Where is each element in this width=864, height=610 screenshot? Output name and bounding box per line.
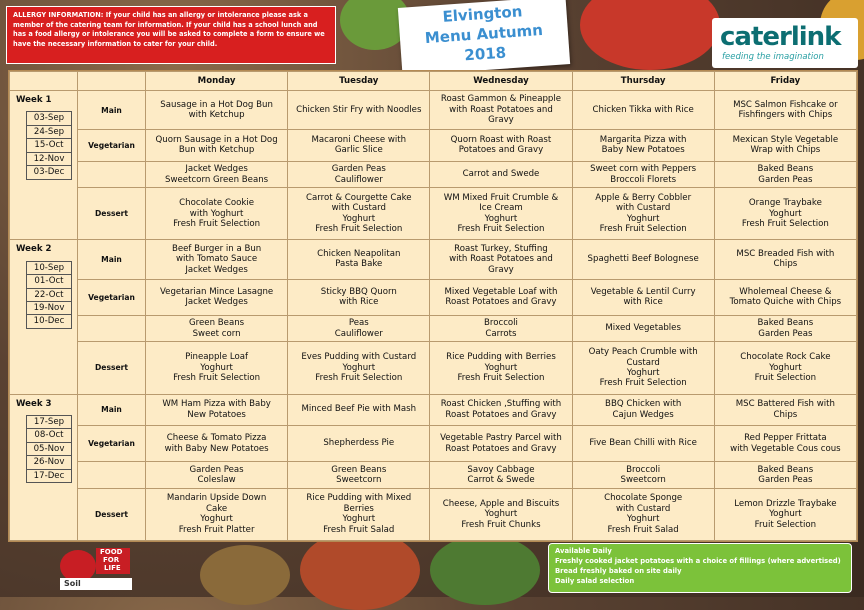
menu-item-text: Wrap with Chips (750, 145, 821, 156)
week-date: 17-Sep (26, 415, 72, 428)
menu-item-text: Cheese, Apple and Biscuits (442, 498, 560, 509)
menu-item-text: Garden Peas (189, 464, 244, 475)
menu-cell (714, 394, 856, 425)
menu-item-text: Jacket Wedges (185, 164, 248, 175)
menu-item-text: with Rice (623, 297, 663, 308)
menu-item-text: Jacket Wedges (185, 264, 248, 275)
menu-item-text: Fresh Fruit Salad (607, 524, 679, 535)
menu-item-text: Roast Potatoes and Gravy (445, 297, 557, 308)
menu-item-text: Sausage in a Hot Dog Bun (160, 99, 273, 110)
menu-cell (430, 394, 572, 425)
menu-item-text: with Baby New Potatoes (164, 443, 269, 454)
menu-item-text: Roast Potatoes and Gravy (445, 409, 557, 420)
menu-item-text: Gravy (488, 264, 514, 275)
menu-item-text: Green Beans (331, 464, 387, 475)
logo-tagline: feeding the imagination (722, 52, 824, 62)
menu-item-text: Cauliflower (334, 174, 383, 185)
available-line: Available Daily (555, 547, 612, 555)
menu-item-text: Fresh Fruit Selection (173, 373, 261, 384)
menu-item-text: Roast Chicken ,Stuffing with (440, 399, 562, 410)
menu-cell (146, 394, 288, 425)
menu-cell (572, 240, 714, 279)
week-date: 15-Oct (26, 138, 72, 151)
menu-item-text: with Ketchup (188, 110, 245, 121)
menu-cell (572, 462, 714, 489)
menu-row (10, 130, 857, 161)
menu-cell (430, 91, 572, 130)
menu-item-text: Yoghurt (626, 367, 660, 378)
menu-title-card (398, 0, 570, 76)
category-label: Dessert (78, 188, 146, 240)
week-date: 24-Sep (26, 125, 72, 138)
menu-cell (714, 188, 856, 240)
food-for-life-label: LIFE (104, 564, 121, 572)
food-for-life-label: FOOD (100, 548, 123, 556)
menu-item-text: Roast Turkey, Stuffing (454, 243, 548, 254)
day-header-tuesday: Tuesday (288, 72, 430, 91)
menu-item-text: Jacket Wedges (185, 297, 248, 308)
menu-cell (430, 161, 572, 188)
week-date: 17-Dec (26, 469, 72, 483)
menu-item-text: Baked Beans (757, 464, 814, 475)
menu-cell (288, 488, 430, 540)
menu-item-text: Yoghurt (342, 362, 376, 373)
menu-cell (288, 91, 430, 130)
title-line: Menu Autumn (424, 20, 544, 48)
background-vegetable (200, 545, 290, 605)
week-label: Week 3 (16, 398, 52, 409)
menu-row (10, 394, 857, 425)
menu-cell (714, 130, 856, 161)
menu-item-text: Chicken Stir Fry with Noodles (296, 104, 422, 115)
food-for-life-logo (56, 542, 136, 592)
menu-item-text: Rice Pudding with Mixed (306, 493, 412, 504)
week-date: 03-Dec (26, 165, 72, 179)
menu-item-text: Five Bean Chilli with Rice (589, 438, 697, 449)
menu-item-text: with Vegetable Cous cous (730, 443, 841, 454)
category-label: Dessert (78, 342, 146, 394)
menu-item-text: Broccoli (483, 318, 518, 329)
menu-item-text: Yoghurt (342, 213, 376, 224)
menu-item-text: Macaroni Cheese with (311, 135, 407, 145)
menu-item-text: Mexican Style Vegetable (732, 135, 839, 145)
menu-item-text: Fresh Fruit Selection (599, 224, 687, 235)
menu-item-text: Carrot and Swede (462, 169, 540, 180)
menu-item-text: Lemon Drizzle Traybake (734, 498, 837, 509)
menu-item-text: Savoy Cabbage (467, 464, 535, 475)
day-header-wednesday: Wednesday (430, 72, 572, 91)
menu-item-text: Sweetcorn Green Beans (165, 174, 269, 185)
menu-item-text: with Tomato Sauce (176, 254, 258, 265)
category-label: Dessert (78, 488, 146, 540)
week-cell (10, 91, 78, 240)
menu-row (10, 342, 857, 394)
menu-item-text: Yoghurt (769, 509, 802, 520)
menu-cell (288, 240, 430, 279)
menu-cell (430, 342, 572, 394)
menu-item-text: Yoghurt (769, 362, 802, 373)
food-for-life-label: FOR (103, 556, 120, 564)
title-line: 2018 (463, 43, 507, 65)
menu-item-text: Fresh Fruit Selection (457, 373, 545, 384)
menu-item-text: Fresh Fruit Platter (178, 524, 255, 535)
menu-item-text: Yoghurt (484, 509, 518, 520)
menu-item-text: Yoghurt (484, 362, 518, 373)
menu-item-text: MSC Breaded Fish with (736, 248, 835, 259)
menu-cell (714, 240, 856, 279)
menu-cell (430, 188, 572, 240)
menu-cell (572, 425, 714, 461)
week-date: 12-Nov (26, 152, 72, 165)
menu-item-text: Sweetcorn (620, 475, 666, 486)
menu-item-text: Chocolate Rock Cake (740, 352, 831, 363)
menu-cell (146, 188, 288, 240)
soil-association-label: Soil (64, 579, 81, 588)
menu-item-text: Sweet corn with Peppers (590, 164, 697, 175)
menu-cell (572, 342, 714, 394)
menu-item-text: Pineapple Loaf (185, 352, 249, 363)
menu-cell (572, 488, 714, 540)
menu-row (10, 91, 857, 130)
menu-item-text: Fruit Selection (754, 373, 817, 384)
caterlink-logo (712, 18, 858, 68)
title-line: Elvington (441, 2, 523, 26)
menu-item-text: New Potatoes (187, 409, 246, 420)
menu-cell (146, 342, 288, 394)
menu-item-text: MSC Battered Fish with (735, 399, 835, 410)
category-label: Main (78, 394, 146, 425)
background-vegetable (300, 530, 420, 610)
header-blank (10, 72, 78, 91)
day-header-thursday: Thursday (572, 72, 714, 91)
menu-cell (146, 425, 288, 461)
menu-item-text: Peas (348, 318, 369, 329)
menu-cell (288, 342, 430, 394)
menu-row (10, 488, 857, 540)
menu-cell (146, 161, 288, 188)
day-header-friday: Friday (714, 72, 856, 91)
menu-item-text: Roast Gammon & Pineapple (440, 94, 562, 105)
menu-cell (146, 315, 288, 342)
menu-cell (288, 394, 430, 425)
menu-item-text: Yoghurt (200, 362, 233, 373)
menu-item-text: Quorn Roast with Roast (450, 135, 552, 145)
menu-item-text: Garden Peas (758, 328, 813, 339)
menu-item-text: Chicken Tikka with Rice (592, 104, 694, 115)
menu-item-text: Carrot & Courgette Cake (305, 192, 412, 203)
menu-item-text: Mixed Vegetables (605, 323, 681, 334)
menu-cell (288, 130, 430, 161)
menu-cell (714, 161, 856, 188)
menu-cell (430, 279, 572, 315)
menu-item-text: Beef Burger in a Bun (171, 243, 262, 254)
menu-item-text: Garlic Slice (334, 145, 383, 156)
menu-row (10, 315, 857, 342)
menu-cell (288, 425, 430, 461)
menu-item-text: Yoghurt (342, 514, 376, 525)
menu-item-text: with Custard (331, 203, 386, 214)
menu-item-text: Fresh Fruit Selection (173, 219, 261, 230)
menu-item-text: Minced Beef Pie with Mash (301, 404, 417, 415)
menu-cell (430, 130, 572, 161)
menu-item-text: WM Mixed Fruit Crumble & (443, 192, 559, 203)
menu-item-text: with Custard (615, 203, 671, 214)
menu-item-text: Chocolate Sponge (604, 493, 683, 504)
menu-item-text: Coleslaw (197, 475, 236, 486)
menu-item-text: Vegetarian Mince Lasagne (159, 286, 274, 297)
background-vegetable (580, 0, 720, 70)
menu-item-text: Fresh Fruit Selection (741, 219, 829, 230)
menu-item-text: MSC Salmon Fishcake or (733, 99, 838, 110)
menu-cell (430, 425, 572, 461)
menu-item-text: Apple & Berry Cobbler (595, 192, 692, 203)
menu-cell (714, 425, 856, 461)
menu-cell (430, 488, 572, 540)
menu-item-text: Rice Pudding with Berries (446, 352, 556, 363)
menu-cell (714, 315, 856, 342)
menu-cell (430, 462, 572, 489)
menu-cell (288, 315, 430, 342)
menu-item-text: Yoghurt (200, 514, 233, 525)
menu-item-text: Chicken Neapolitan (317, 248, 401, 259)
week-date: 22-Oct (26, 288, 72, 301)
menu-cell (572, 91, 714, 130)
menu-item-text: Roast Potatoes and Gravy (445, 443, 557, 454)
menu-item-text: Red Pepper Frittata (744, 433, 827, 444)
menu-cell (430, 315, 572, 342)
menu-item-text: Yoghurt (626, 213, 660, 224)
category-label: Vegetarian (78, 425, 146, 461)
menu-item-text: Baked Beans (757, 164, 814, 175)
available-line: Freshly cooked jacket potatoes with a choice of fillings (where advertised) (555, 556, 841, 565)
available-line: Bread freshly baked on site daily (555, 566, 682, 575)
menu-item-text: Fresh Fruit Selection (315, 373, 403, 384)
week-label: Week 1 (16, 95, 52, 105)
menu-cell (146, 488, 288, 540)
allergy-heading: ALLERGY INFORMATION: (13, 11, 104, 19)
week-date: 03-Sep (26, 111, 72, 124)
menu-cell (714, 488, 856, 540)
menu-item-text: Yoghurt (626, 514, 660, 525)
menu-item-text: Bun with Ketchup (178, 145, 255, 156)
category-label (78, 161, 146, 188)
menu-item-text: Mixed Vegetable Loaf with (444, 286, 558, 297)
menu-cell (288, 188, 430, 240)
menu-cell (430, 240, 572, 279)
week-label: Week 2 (16, 244, 52, 255)
menu-cell (146, 91, 288, 130)
menu-item-text: Cajun Wedges (612, 409, 674, 420)
menu-cell (572, 188, 714, 240)
menu-item-text: Oaty Peach Crumble with (588, 347, 698, 358)
menu-item-text: Chocolate Cookie (179, 198, 255, 209)
menu-item-text: Pasta Bake (335, 259, 383, 270)
menu-item-text: Yoghurt (484, 213, 518, 224)
menu-item-text: Carrots (485, 328, 517, 339)
category-label (78, 462, 146, 489)
menu-cell (146, 130, 288, 161)
menu-item-text: Fresh Fruit Chunks (461, 519, 541, 530)
category-label: Main (78, 91, 146, 130)
week-date: 26-Nov (26, 455, 72, 468)
menu-item-text: Custard (626, 357, 660, 368)
menu-item-text: Tomato Quiche with Chips (729, 297, 842, 308)
menu-cell (572, 394, 714, 425)
menu-item-text: Carrot & Swede (467, 475, 535, 486)
menu-item-text: Mandarin Upside Down (166, 493, 267, 504)
menu-item-text: Sweet corn (192, 328, 241, 339)
week-date: 10-Dec (26, 314, 72, 328)
menu-item-text: Fresh Fruit Selection (457, 224, 545, 235)
menu-item-text: Sweetcorn (336, 475, 382, 486)
background-vegetable (430, 535, 540, 605)
menu-item-text: Orange Traybake (748, 198, 822, 209)
available-daily-box (548, 543, 852, 593)
menu-item-text: Garden Peas (758, 475, 813, 486)
menu-row (10, 279, 857, 315)
menu-item-text: Vegetable Pastry Parcel with (440, 433, 562, 444)
week-cell (10, 240, 78, 394)
menu-item-text: WM Ham Pizza with Baby (162, 399, 271, 410)
menu-item-text: Wholemeal Cheese & (739, 286, 832, 297)
allergy-text: If your child has an allergy or intolerance please ask a member of the catering team for information. If your child has a school lunch and has a food allergy or intolerance you will be asked to complete a form to ensure we have the necessary information to cater for your child. (13, 11, 325, 48)
menu-item-text: with Rice (339, 297, 379, 308)
menu-table (9, 71, 857, 541)
menu-item-text: Eves Pudding with Custard (301, 352, 417, 363)
menu-item-text: Quorn Sausage in a Hot Dog (155, 135, 278, 145)
day-header-monday: Monday (146, 72, 288, 91)
menu-item-text: Berries (343, 503, 374, 514)
menu-cell (288, 161, 430, 188)
menu-item-text: Fruit Selection (754, 519, 817, 530)
menu-item-text: Baked Beans (757, 318, 814, 329)
menu-table-container (8, 70, 858, 542)
available-line: Daily salad selection (555, 576, 635, 585)
category-label (78, 315, 146, 342)
menu-item-text: Vegetable & Lentil Curry (590, 286, 696, 297)
menu-item-text: with Roast Potatoes and (449, 104, 553, 115)
header-blank (78, 72, 146, 91)
menu-item-text: with Roast Potatoes and (449, 254, 553, 265)
header-row (10, 72, 857, 91)
menu-item-text: Garden Peas (331, 164, 386, 175)
category-label: Vegetarian (78, 279, 146, 315)
menu-item-text: Yoghurt (769, 208, 802, 219)
week-date: 01-Oct (26, 274, 72, 287)
allergy-information-box (6, 6, 336, 64)
menu-item-text: Gravy (488, 115, 514, 126)
menu-item-text: Garden Peas (758, 174, 813, 185)
menu-item-text: Fresh Fruit Selection (315, 224, 403, 235)
menu-cell (572, 130, 714, 161)
week-date: 05-Nov (26, 442, 72, 455)
menu-item-text: Fresh Fruit Selection (599, 378, 687, 389)
menu-cell (146, 240, 288, 279)
menu-cell (288, 279, 430, 315)
category-label: Vegetarian (78, 130, 146, 161)
menu-item-text: Margarita Pizza with (599, 135, 687, 145)
menu-cell (572, 315, 714, 342)
menu-cell (146, 279, 288, 315)
menu-item-text: Green Beans (189, 318, 245, 329)
menu-item-text: Cake (205, 503, 228, 514)
menu-item-text: Fresh Fruit Salad (323, 524, 395, 535)
menu-item-text: Sticky BBQ Quorn (320, 286, 397, 297)
menu-cell (288, 462, 430, 489)
menu-cell (146, 462, 288, 489)
menu-item-text: Spaghetti Beef Bolognese (587, 254, 699, 265)
week-date: 08-Oct (26, 428, 72, 441)
week-date: 19-Nov (26, 301, 72, 314)
menu-cell (714, 462, 856, 489)
menu-item-text: Cheese & Tomato Pizza (166, 433, 267, 444)
menu-item-text: with Custard (615, 503, 671, 514)
menu-row (10, 462, 857, 489)
menu-row (10, 425, 857, 461)
week-date: 10-Sep (26, 261, 72, 274)
logo-name: caterlink (720, 22, 841, 52)
menu-item-text: Ice Cream (479, 203, 523, 214)
menu-item-text: Baby New Potatoes (601, 145, 685, 156)
menu-item-text: Fishfingers with Chips (738, 110, 833, 121)
menu-item-text: Potatoes and Gravy (458, 145, 544, 156)
category-label: Main (78, 240, 146, 279)
menu-item-text: with Yoghurt (189, 208, 244, 219)
menu-item-text: Shepherdess Pie (323, 438, 395, 449)
menu-item-text: Broccoli Florets (610, 174, 677, 185)
week-cell (10, 394, 78, 541)
menu-cell (714, 279, 856, 315)
menu-row (10, 188, 857, 240)
menu-row (10, 240, 857, 279)
menu-item-text: BBQ Chicken with (605, 399, 682, 410)
menu-row (10, 161, 857, 188)
menu-item-text: Chips (773, 409, 798, 420)
menu-cell (572, 279, 714, 315)
menu-item-text: Cauliflower (334, 328, 383, 339)
menu-item-text: Chips (773, 259, 798, 270)
menu-cell (714, 342, 856, 394)
menu-item-text: Broccoli (626, 464, 661, 475)
menu-cell (572, 161, 714, 188)
menu-cell (714, 91, 856, 130)
